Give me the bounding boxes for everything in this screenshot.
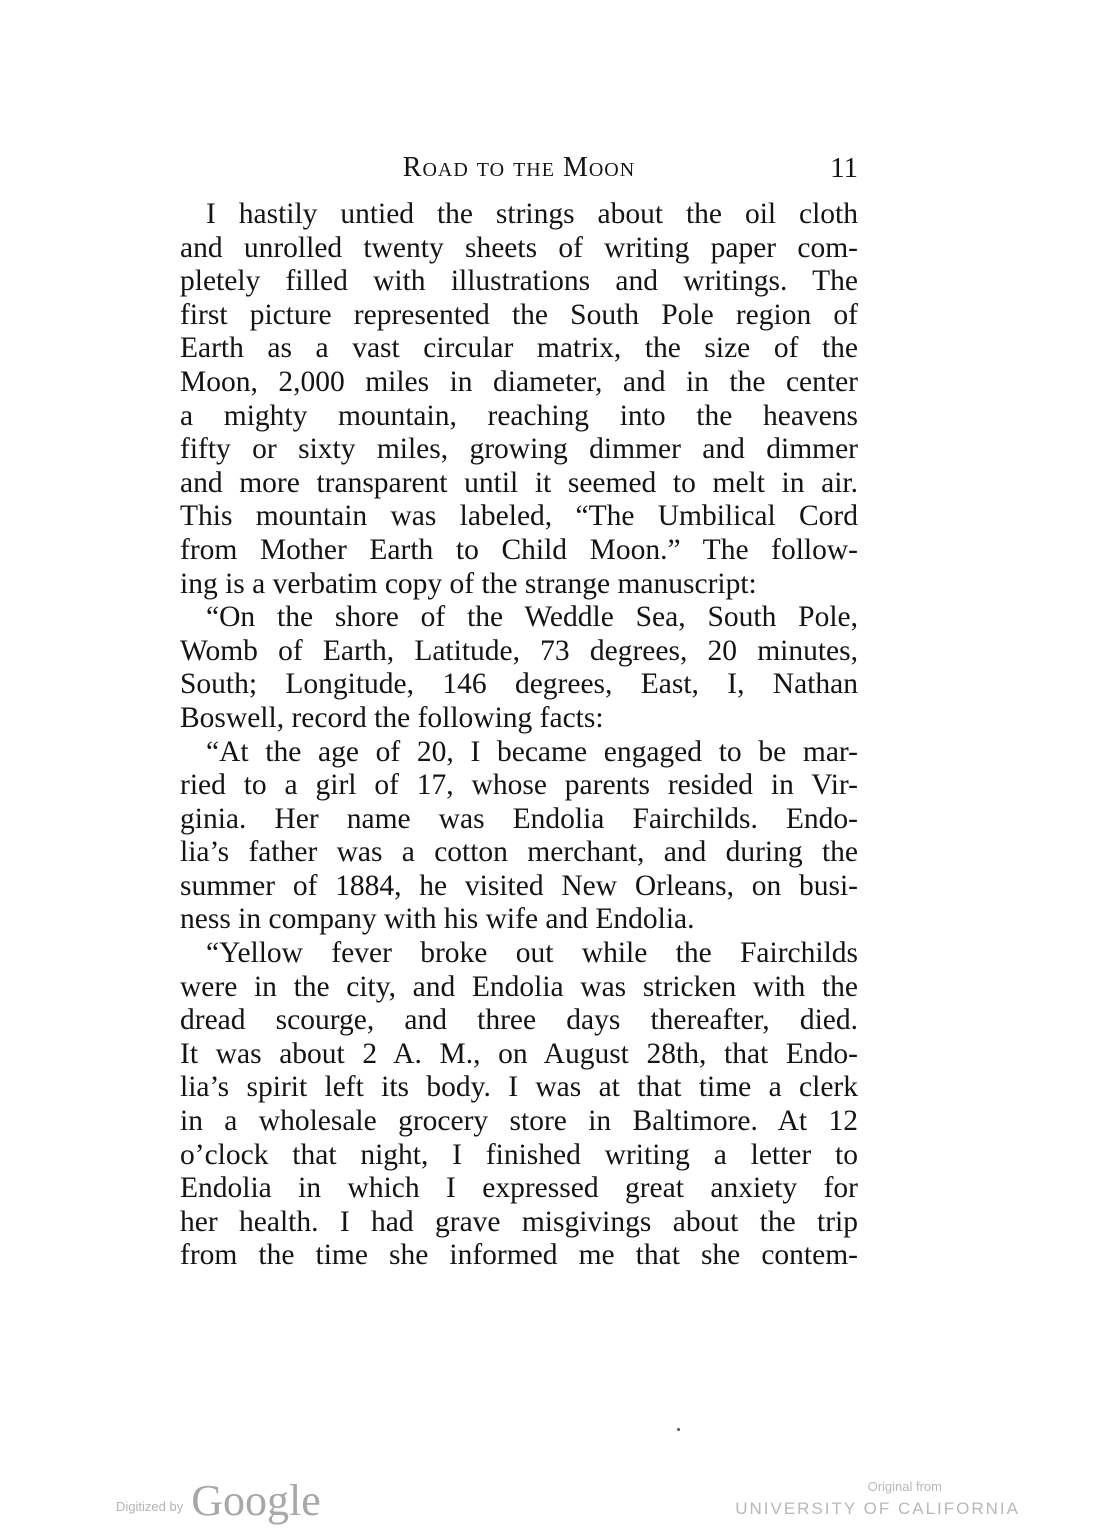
text-line: o’clock that night, I finished writing a letter to [180, 1138, 858, 1171]
google-logo: Google [191, 1476, 321, 1525]
text-line: Endolia in which I expressed great anxiety for [180, 1172, 858, 1205]
text-line: South; Longitude, 146 degrees, East, I, Nathan [180, 668, 858, 701]
page-number: 11 [830, 152, 858, 184]
text-line: her health. I had grave misgivings about the trip [180, 1205, 858, 1238]
source-watermark [730, 1478, 1020, 1522]
text-line: from Mother Earth to Child Moon.” The follow- [180, 533, 858, 566]
text-line: ing is a verbatim copy of the strange manuscript: [180, 567, 757, 600]
text-line: ried to a girl of 17, whose parents resided in Vir- [180, 769, 858, 802]
text-line: This mountain was labeled, “The Umbilical Cord [180, 500, 858, 533]
text-line: lia’s spirit left its body. I was at that time a clerk [180, 1071, 858, 1104]
text-line: I hastily untied the strings about the oil cloth [206, 198, 858, 230]
text-line: pletely filled with illustrations and writings. The [180, 265, 858, 298]
text-line: It was about 2 A. M., on August 28th, that Endo- [180, 1037, 858, 1070]
digitized-watermark [116, 1476, 321, 1526]
original-from-label: Original from [867, 1479, 942, 1494]
text-line: Earth as a vast circular matrix, the size of the [180, 332, 858, 365]
text-line: ness in company with his wife and Endolia. [180, 903, 695, 936]
text-line: “On the shore of the Weddle Sea, South Pole, [206, 601, 858, 634]
body-text [180, 198, 858, 1273]
text-line: and unrolled twenty sheets of writing paper com- [180, 231, 858, 264]
page-header [180, 148, 858, 188]
text-line: were in the city, and Endolia was stricken with the [180, 970, 858, 1003]
text-line: Womb of Earth, Latitude, 73 degrees, 20 minutes, [180, 634, 858, 667]
text-line: “Yellow fever broke out while the Fairchilds [206, 937, 858, 970]
institution-name: UNIVERSITY OF CALIFORNIA [735, 1499, 1020, 1518]
digitized-by-label: Digitized by [116, 1499, 184, 1514]
text-line: a mighty mountain, reaching into the heavens [180, 399, 858, 432]
text-line: ginia. Her name was Endolia Fairchilds. Endo- [180, 802, 858, 835]
text-line: lia’s father was a cotton merchant, and during the [180, 836, 858, 869]
text-line: summer of 1884, he visited New Orleans, on busi- [180, 869, 858, 902]
running-title: Road to the Moon [402, 152, 636, 183]
text-line: in a wholesale grocery store in Baltimore. At 12 [180, 1105, 858, 1138]
text-line: Moon, 2,000 miles in diameter, and in the center [180, 365, 858, 398]
ink-speck [677, 1428, 680, 1431]
text-line: from the time she informed me that she contem- [180, 1239, 858, 1272]
text-line: and more transparent until it seemed to melt in air. [180, 466, 858, 499]
text-line: Boswell, record the following facts: [180, 701, 604, 734]
text-line: fifty or sixty miles, growing dimmer and dimmer [180, 433, 858, 466]
text-line: dread scourge, and three days thereafter, died. [180, 1004, 858, 1037]
text-line: first picture represented the South Pole region of [180, 298, 858, 331]
text-line: “At the age of 20, I became engaged to be mar- [206, 735, 858, 768]
